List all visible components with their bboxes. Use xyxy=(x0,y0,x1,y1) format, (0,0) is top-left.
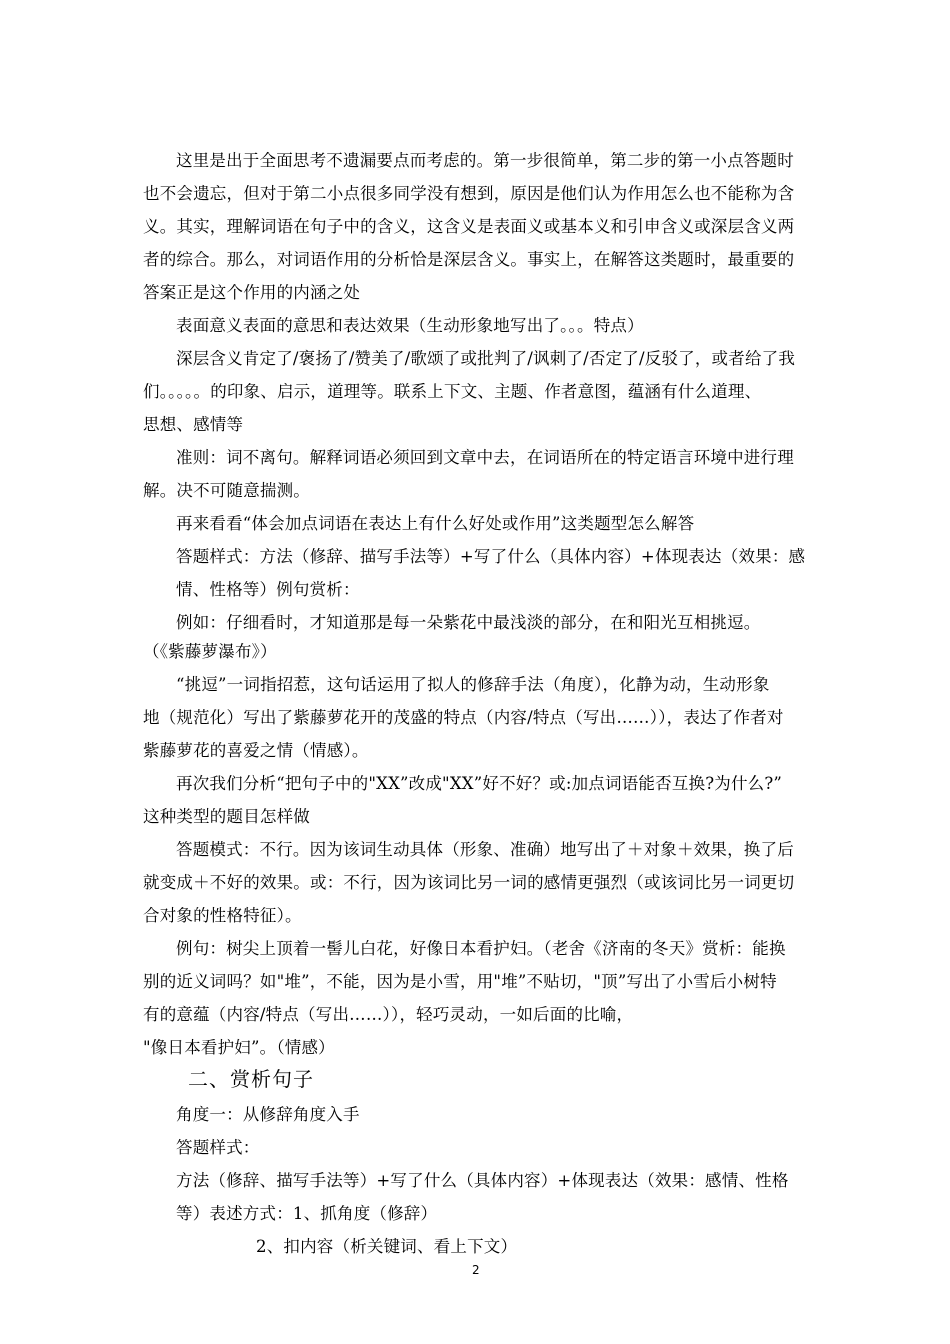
paragraph-line: "像日本看护妇”。（情感） xyxy=(143,1038,335,1057)
paragraph-line: 紫藤萝花的喜爱之情（情感）。 xyxy=(143,741,369,760)
paragraph-line: 答题模式：不行。因为该词生动具体（形象、准确）地写出了＋对象＋效果，换了后 xyxy=(176,840,794,859)
paragraph-line: 准则：词不离句。解释词语必须回到文章中去，在词语所在的特定语言环境中进行理 xyxy=(176,448,794,467)
section-line: 2、扣内容（析关键词、看上下文） xyxy=(256,1237,518,1256)
paragraph-line: （《紫藤萝瀑布》） xyxy=(143,642,277,661)
section-line: 角度一：从修辞角度入手 xyxy=(176,1105,360,1124)
paragraph-line: 别的近义词吗？如"堆”，不能，因为是小雪，用"堆”不贴切，"顶”写出了小雪后小树特 xyxy=(143,972,777,991)
paragraph-line: 这种类型的题目怎样做 xyxy=(143,807,310,826)
section-heading: 二、赏析句子 xyxy=(188,1067,314,1091)
paragraph-line: 解。决不可随意揣测。 xyxy=(143,481,310,500)
page-number: 2 xyxy=(472,1263,480,1277)
paragraph-line: 情、性格等）例句赏析： xyxy=(176,580,360,599)
paragraph-line: 们。。。。。的印象、启示，道理等。联系上下文、主题、作者意图，蕴涵有什么道理、 xyxy=(143,382,762,401)
paragraph-line: 这里是出于全面思考不遗漏要点而考虑的。第一步很简单，第二步的第一小点答题时 xyxy=(176,151,794,170)
section-line: 等）表述方式：1、抓角度（修辞） xyxy=(176,1204,438,1223)
paragraph-line: 就变成＋不好的效果。或：不行，因为该词比另一词的感情更强烈（或该词比另一词更切 xyxy=(143,873,795,892)
paragraph-line: 例如：仔细看时，才知道那是每一朵紫花中最浅淡的部分，在和阳光互相挑逗。 xyxy=(176,613,761,632)
paragraph-line: 思想、感情等 xyxy=(143,415,244,434)
paragraph-line: 再次我们分析“把句子中的"XX”改成"XX”好不好？或:加点词语能否互换?为什么?” xyxy=(176,774,783,793)
paragraph-line: 再来看看“体会加点词语在表达上有什么好处或作用”这类题型怎么解答 xyxy=(176,514,695,533)
paragraph-line: 答案正是这个作用的内涵之处 xyxy=(143,283,361,302)
section-line: 方法（修辞、描写手法等）+写了什么（具体内容）+体现表达（效果：感情、性格 xyxy=(176,1171,789,1190)
paragraph-line: 深层含义肯定了/褒扬了/赞美了/歌颂了或批判了/讽刺了/否定了/反驳了，或者给了我 xyxy=(176,349,796,368)
paragraph-line: 地（规范化）写出了紫藤萝花开的茂盛的特点（内容/特点（写出……）），表达了作者对 xyxy=(143,708,784,727)
paragraph-line: 例句：树尖上顶着一髻儿白花，好像日本看护妇。（老舍《济南的冬天》赏析：能换 xyxy=(176,939,786,958)
paragraph-line: 合对象的性格特征）。 xyxy=(143,906,302,925)
paragraph-line: 有的意蕴（内容/特点（写出……）），轻巧灵动，一如后面的比喻， xyxy=(143,1005,634,1024)
paragraph-line: “挑逗”一词指招惹，这句话运用了拟人的修辞手法（角度），化静为动，生动形象 xyxy=(176,675,770,694)
paragraph-line: 答题样式：方法（修辞、描写手法等）+写了什么（具体内容）+体现表达（效果：感 xyxy=(176,547,806,566)
paragraph-line: 也不会遗忘，但对于第二小点很多同学没有想到，原因是他们认为作用怎么也不能称为含 xyxy=(143,184,795,203)
section-line: 答题样式： xyxy=(176,1138,260,1157)
paragraph-line: 表面意义表面的意思和表达效果（生动形象地写出了。。。特点） xyxy=(176,316,644,335)
paragraph-line: 者的综合。那么，对词语作用的分析恰是深层含义。事实上，在解答这类题时，最重要的 xyxy=(143,250,795,269)
paragraph-line: 义。其实，理解词语在句子中的含义，这含义是表面义或基本义和引申含义或深层含义两 xyxy=(143,217,795,236)
